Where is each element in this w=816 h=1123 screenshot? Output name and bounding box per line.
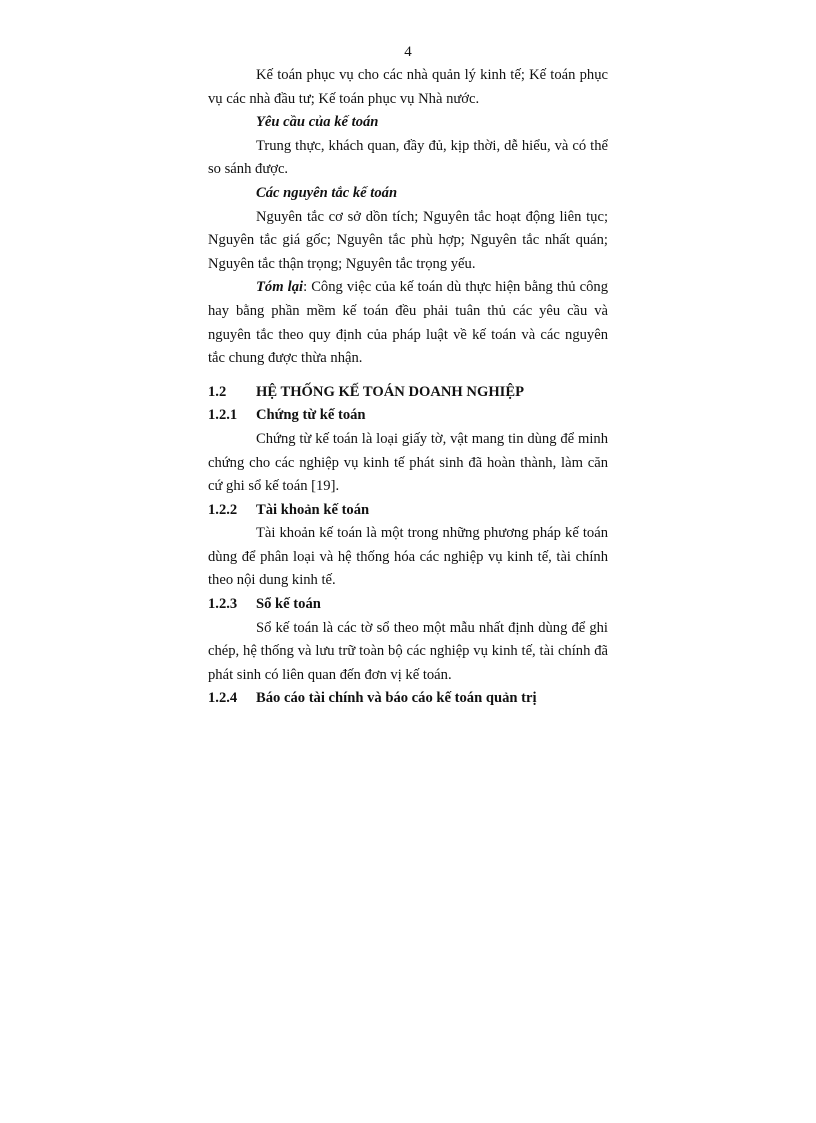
subsection-heading	[208, 499, 608, 523]
subsection-title: Chứng từ kế toán	[256, 407, 366, 424]
section-title: HỆ THỐNG KẾ TOÁN DOANH NGHIỆP	[256, 383, 525, 400]
subsection-title: Tài khoản kế toán	[256, 501, 370, 518]
section-heading	[208, 381, 608, 405]
document-body	[208, 64, 608, 711]
subsection-heading	[208, 687, 608, 711]
subsection-number: 1.2.1	[208, 407, 238, 424]
summary-lead: Tóm lại	[256, 279, 304, 296]
subsection-number: 1.2.3	[208, 596, 238, 613]
subheading-accounting-requirements: Yêu cầu của kế toán	[256, 114, 379, 131]
subsection-heading	[208, 593, 608, 617]
subsection-number: 1.2.2	[208, 501, 238, 518]
subsection-heading	[208, 404, 608, 428]
subsection-title: Sổ kế toán	[256, 596, 321, 613]
subsection-title: Báo cáo tài chính và báo cáo kế toán quản trị	[256, 690, 537, 707]
paragraph-requirements: Trung thực, khách quan, đầy đủ, kịp thời, dễ hiểu, và có thể so sánh được.	[208, 137, 608, 178]
summary-text: : Công việc của kế toán dù thực hiện bằng thủ công hay bằng phần mềm kế toán đều phải tuân thủ các yêu cầu và nguyên tắc theo quy định của pháp luật về kế toán và các nguyên tắc chung được thừa nhận.	[208, 279, 608, 367]
paragraph-principles: Nguyên tắc cơ sở dồn tích; Nguyên tắc hoạt động liên tục; Nguyên tắc giá gốc; Nguyên tắc phù hợp; Nguyên tắc nhất quán; Nguyên tắc thận trọng; Nguyên tắc trọng yếu.	[208, 208, 608, 272]
page-number: 4	[404, 44, 412, 60]
subheading-accounting-principles: Các nguyên tắc kế toán	[256, 184, 398, 201]
subsection-paragraph: Tài khoản kế toán là một trong những phương pháp kế toán dùng để phân loại và hệ thống hóa các nghiệp vụ kinh tế, tài chính theo nội dung kinh tế.	[208, 525, 608, 589]
section-number: 1.2	[208, 383, 227, 400]
subsection-paragraph: Sổ kế toán là các tờ sổ theo một mẫu nhất định dùng để ghi chép, hệ thống và lưu trữ toàn bộ các nghiệp vụ kinh tế, tài chính đã phát sinh có liên quan đến đơn vị kế toán.	[208, 619, 608, 683]
subsection-paragraph: Chứng từ kế toán là loại giấy tờ, vật mang tin dùng để minh chứng cho các nghiệp vụ kinh tế phát sinh đã hoàn thành, làm căn cứ ghi sổ kế toán [19].	[208, 430, 608, 495]
paragraph-summary	[208, 276, 608, 370]
subsection-number: 1.2.4	[208, 690, 238, 707]
paragraph-accounting-users: Kế toán phục vụ cho các nhà quản lý kinh tế; Kế toán phục vụ các nhà đầu tư; Kế toán phục vụ Nhà nước.	[208, 67, 608, 107]
